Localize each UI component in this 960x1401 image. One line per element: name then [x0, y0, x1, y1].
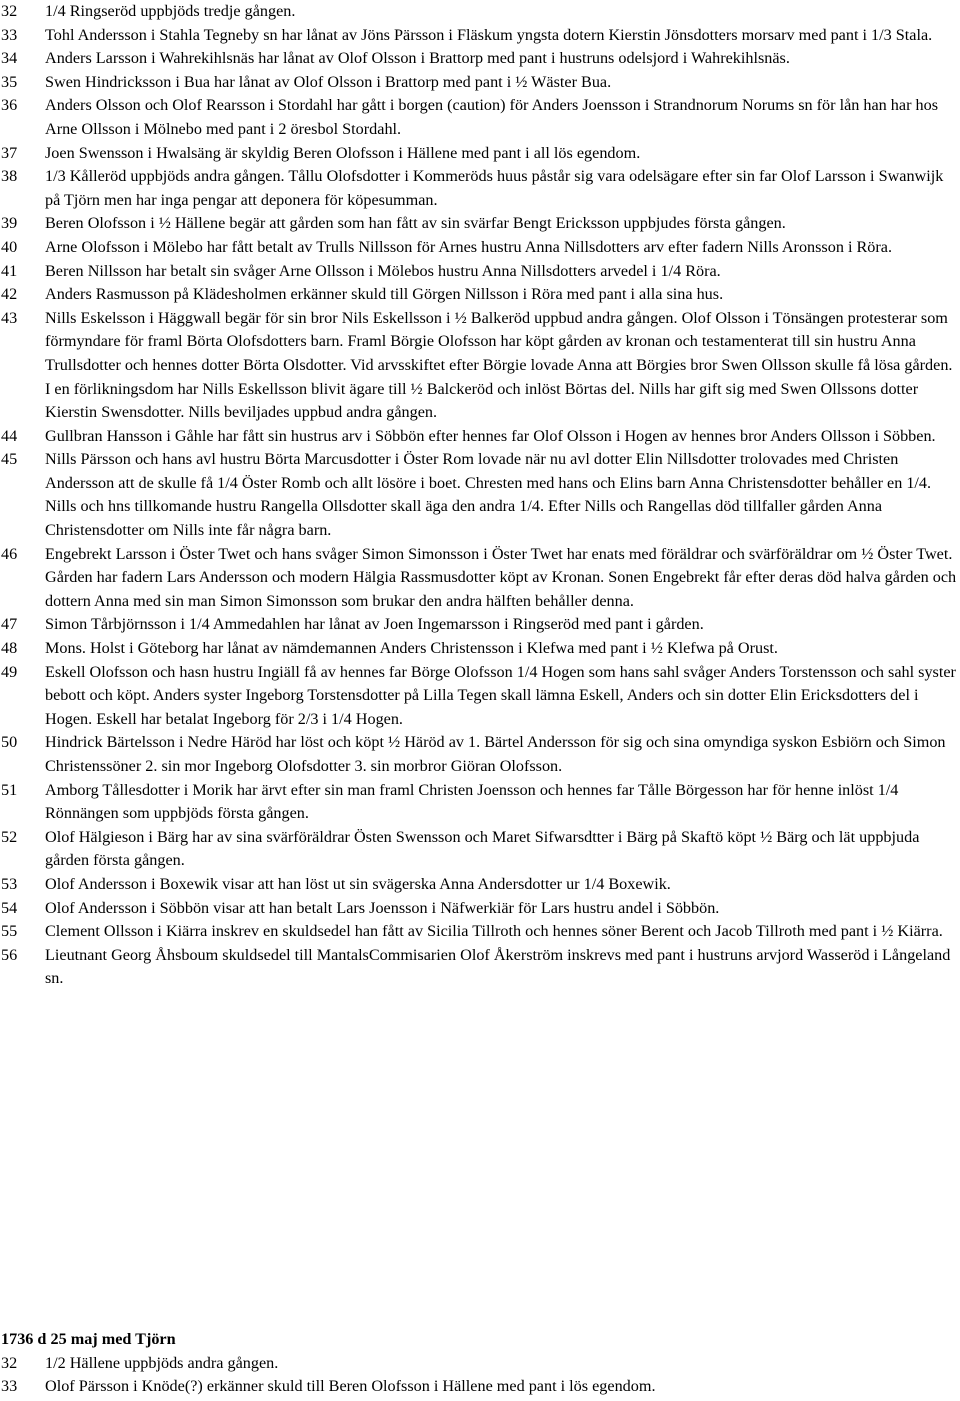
list-item — [0, 543, 960, 614]
list-item — [0, 283, 960, 307]
entry-text: Hindrick Bärtelsson i Nedre Häröd har löst och köpt ½ Häröd av 1. Bärtel Andersson för sig och sina omyndiga syskon Esbiörn och Simon Christenssöner 2. sin mor Ingeborg Olofsdotter 3. sin morbror Giöran Olofsson. — [45, 733, 946, 775]
entry-text: Beren Nillsson har betalt sin svåger Arne Ollsson i Mölebos hustru Anna Nillsdotters arvedel i 1/4 Röra. — [45, 261, 721, 280]
entry-number: 33 — [1, 25, 18, 44]
entry-number: 42 — [1, 285, 18, 304]
entry-text: 1/4 Ringseröd uppbjöds tredje gången. — [45, 2, 296, 20]
entry-number: 47 — [1, 615, 18, 634]
entry-text: Clement Ollsson i Kiärra inskrev en skuldsedel han fått av Sicilia Tillroth och hennes söner Berent och Jacob Tillroth med pant i ½ Kiärra. — [45, 922, 943, 941]
entry-text: Swen Hindricksson i Bua har lånat av Olof Olsson i Brattorp med pant i ½ Wäster Bua. — [45, 72, 612, 91]
list-item — [0, 779, 960, 826]
list-item — [0, 661, 960, 732]
list-item — [0, 1375, 960, 1399]
list-item — [0, 897, 960, 921]
entry-text: Joen Swensson i Hwalsäng är skyldig Beren Olofsson i Hällene med pant i all lös egendom. — [45, 143, 641, 162]
entry-number: 43 — [1, 308, 18, 327]
entry-number: 48 — [1, 639, 18, 658]
entry-number: 55 — [1, 922, 18, 941]
entry-text: Lieutnant Georg Åhsboum skuldsedel till MantalsCommisarien Olof Åkerström inskrevs med pant i hustruns arvjord Wasseröd i Långeland sn. — [45, 945, 951, 988]
list-item — [0, 873, 960, 897]
list-item — [0, 637, 960, 661]
court-session-section — [0, 1328, 960, 1399]
list-item — [0, 71, 960, 95]
entry-number: 40 — [1, 237, 18, 256]
entry-number: 49 — [1, 662, 18, 681]
entry-number: 52 — [1, 827, 18, 846]
entry-text: 1/3 Kålleröd uppbjöds andra gången. Tållu Olofsdotter i Kommeröds huus påstår sig vara odelsägare efter sin far Olof Larsson i Swanwijk på Tjörn men har inga pengar att deponera för köpesumman. — [45, 167, 944, 209]
list-item — [0, 826, 960, 873]
list-item — [0, 944, 960, 991]
entry-number: 51 — [1, 780, 18, 799]
entry-number: 39 — [1, 214, 18, 233]
section-entry-list — [0, 1352, 960, 1399]
list-item — [0, 920, 960, 944]
entry-number: 32 — [1, 1353, 18, 1372]
list-item — [0, 307, 960, 425]
list-item — [0, 613, 960, 637]
list-item — [0, 236, 960, 260]
entry-text: Mons. Holst i Göteborg har lånat av nämdemannen Anders Christensson i Klefwa med pant i ½ Klefwa på Orust. — [45, 639, 778, 658]
entry-number: 32 — [1, 2, 18, 20]
list-item — [0, 142, 960, 166]
entry-number: 36 — [1, 96, 18, 115]
entry-number: 37 — [1, 143, 18, 162]
list-item — [0, 260, 960, 284]
entry-text: Nills Pärsson och hans avl hustru Börta Marcusdotter i Öster Rom lovade när nu avl dotter Elin Nillsdotter trolovades med Christen Andersson att de skulle få 1/4 Öster Romb och allt lösöre i boet. Chresten med hans och Elins barn Anna Christensdotter behåller en 1/4. Nills och hns tillkomande hustru Rangella Ollsdotter skall äga den andra 1/4. Efter Nills och Rangellas död tillfaller gården Anna Christensdotter om Nills inte får några barn. — [45, 450, 932, 540]
entry-text: Olof Andersson i Boxewik visar att han löst ut sin svägerska Anna Andersdotter ur 1/4 Boxewik. — [45, 874, 671, 893]
entry-number: 54 — [1, 898, 18, 917]
list-item — [0, 1352, 960, 1376]
entry-text: Anders Larsson i Wahrekihlsnäs har lånat av Olof Olsson i Brattorp med pant i hustruns odelsjord i Wahrekihlsnäs. — [45, 49, 790, 68]
entry-number: 45 — [1, 450, 18, 469]
entry-number: 33 — [1, 1377, 18, 1396]
entry-text: Anders Olsson och Olof Rearsson i Stordahl har gått i borgen (caution) för Anders Joensson i Strandnorum Norums sn för lån han har hos Arne Ollsson i Mölnebo med pant i 2 öresbol Stordahl. — [45, 96, 939, 138]
entry-text: Engebrekt Larsson i Öster Twet och hans svåger Simon Simonsson i Öster Twet har enats med föräldrar och svärföräldrar om ½ Öster Twet. Gården har fadern Lars Andersson och modern Hälgia Rassmusdotter köpt av Kronan. Sonen Engebrekt får efter deras död halva gården och dottern Anna med sin man Simon Simonsson som brukar den andra hälften behåller denna. — [45, 544, 957, 610]
section-heading: 1736 d 25 maj med Tjörn — [1, 1330, 176, 1348]
entry-number: 35 — [1, 72, 18, 91]
entry-number: 50 — [1, 733, 18, 752]
entry-text: Amborg Tållesdotter i Morik har ärvt efter sin man framl Christen Joensson och hennes far Tålle Börgesson har för henne inlöst 1/4 Rönnängen som uppbjöds första gången. — [45, 780, 899, 823]
entry-number: 56 — [1, 945, 18, 964]
list-item — [0, 165, 960, 212]
entry-text: Anders Rasmusson på Klädesholmen erkänner skuld till Görgen Nillsson i Röra med pant i alla sina hus. — [45, 285, 724, 304]
entry-text: Olof Andersson i Söbbön visar att han betalt Lars Joensson i Näfwerkiär för Lars hustru andel i Söbbön. — [45, 898, 720, 917]
entry-text: Simon Tårbjörnsson i 1/4 Ammedahlen har lånat av Joen Ingemarsson i Ringseröd med pant i gården. — [45, 615, 704, 634]
entry-text: Tohl Andersson i Stahla Tegneby sn har lånat av Jöns Pärsson i Fläskum yngsta dotern Kierstin Jönsdotters morsarv med pant i 1/3 Stala. — [45, 25, 933, 44]
list-item — [0, 425, 960, 449]
list-item — [0, 731, 960, 778]
list-item — [0, 212, 960, 236]
entry-number: 34 — [1, 49, 18, 68]
entry-text: Nills Eskelsson i Häggwall begär för sin bror Nils Eskellsson i ½ Balkeröd uppbud andra gången. Olof Olsson i Tönsängen protesterar som förmyndare för framl Börta Olofsdotters barn. Framl Börgie Olofsson har köpt gården av kronan och testamenterat till sin hustru Anna Trullsdotter och hennes dotter Börta Olsdotter. Vid arvsskiftet efter Börgie lovade Anna att Börgies bror Swen Ollsson skulle få lösa gården. I en förlikningsdom har Nills Eskellsson blivit ägare till ½ Balckeröd och inlöst Börtas del. Nills har gift sig med Swen Ollssons dotter Kierstin Swensdotter. Nills beviljades uppbud andra gången. — [45, 308, 953, 422]
entry-text: Beren Olofsson i ½ Hällene begär att gården som han fått av sin svärfar Bengt Ericksson uppbjudes första gången. — [45, 214, 786, 233]
entry-number: 46 — [1, 544, 18, 563]
entry-text: Arne Olofsson i Mölebo har fått betalt av Trulls Nillsson för Arnes hustru Anna Nillsdotters arv efter fadern Nills Aronsson i Röra. — [45, 237, 893, 256]
entry-text: 1/2 Hällene uppbjöds andra gången. — [45, 1353, 279, 1372]
entry-text: Eskell Olofsson och hasn hustru Ingiäll få av hennes far Börge Olofsson 1/4 Hogen som hans sahl svåger Anders Torstensson och sahl syster bebott och köpt. Anders syster Ingeborg Torstensdotter på Lilla Tegen skall lämna Eskell, Anders och sin dotter Elin Ericksdotters del i Hogen. Eskell har betalat Ingeborg för 2/3 i 1/4 Hogen. — [45, 662, 956, 728]
list-item — [0, 448, 960, 542]
entry-number: 41 — [1, 261, 18, 280]
entry-text: Olof Hälgieson i Bärg har av sina svärföräldrar Östen Swensson och Maret Sifwarsdtter i Bärg på Skaftö köpt ½ Bärg och lät uppbjuda gården första gången. — [45, 827, 920, 870]
list-item — [0, 47, 960, 71]
entry-number: 38 — [1, 167, 18, 186]
entry-number: 44 — [1, 426, 18, 445]
entry-text: Gullbran Hansson i Gåhle har fått sin hustrus arv i Söbbön efter hennes far Olof Olsson i Hogen av hennes bror Anders Ollsson i Söbben. — [45, 426, 936, 445]
list-item — [0, 0, 960, 24]
list-item — [0, 24, 960, 48]
entry-text: Olof Pärsson i Knöde(?) erkänner skuld till Beren Olofsson i Hällene med pant i lös egendom. — [45, 1377, 656, 1396]
entry-number: 53 — [1, 874, 18, 893]
list-item — [0, 94, 960, 141]
